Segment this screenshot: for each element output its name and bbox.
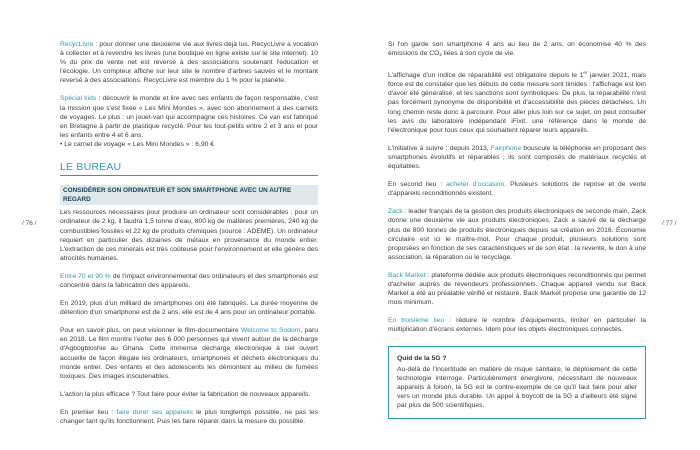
zack-paragraph [388,207,646,262]
repairability-text-a: L'affichage d'un indice de réparabilité est obligatoire depuis le 1 [388,72,584,80]
first-step-paragraph [60,408,318,426]
recyclivre-link[interactable]: RecycLivre [60,41,94,48]
special-kids-link[interactable]: Spécial kids [60,95,97,103]
fairphone-intro: L'initiative à suivre : depuis 2013, [388,144,491,152]
action-paragraph: L'action la plus efficace ? Tout faire pour éviter la fabrication de nouveaux appareils. [60,390,311,398]
subheading: CONSIDÉRER SON ORDINATEUR ET SON SMARTPHONE AVEC UN AUTRE REGARD [60,185,318,205]
fairphone-text: bouscule la téléphonie en proposant des smartphones évolutifs et réparables ; ils sont composés de matériaux recyclés et équitables. [388,144,646,171]
back-market-link[interactable]: Back Market [388,271,426,279]
first-step-link[interactable]: faire durer ses appareils [116,408,193,416]
page-number-left: / 76 / [22,220,37,227]
impact-paragraph [60,272,318,290]
zack-text: : leader français de la gestion des produits électroniques de seconde main, Zack donne une deuxième vie aux produits électroniques. Zack a sauvé de la décharge plus de 800 tonnes de produits électroniques depuis sa création en 2016. Économie circulaire est ici le maître-mot. Pour chaque produit, plusieurs solutions sont proposées en fonction de ses caractéristiques et de son état : la revente, le don à une association, la réparation ou le recyclage. [388,208,646,261]
5g-box-title: Quid de la 5G ? [397,355,447,363]
impact-text: de l'impact environnemental des ordinateurs et des smartphones est concentré dans la fabrication des appareils. [60,272,318,289]
co2-paragraph [388,40,646,59]
co2-text-b: liées à son cycle de vie. [441,50,516,58]
co2-subscript: 2 [439,52,442,58]
special-kids-text: : découvrir le monde et lire avec ses enfants de façon responsable, c'est la mission que s'est fixée « Les Mini Mondes », avec son abonnement à des carnets de voyages. Le plus : un jouet-van qui accompagne ces histoires. Ce van est fabriqué en Bretagne à partir de plastique recyclé. Pour les tout-petits entre 2 et 3 ans et pour les enfants entre 4 et 6 ans. [60,95,318,139]
smartphones-paragraph: En 2019, plus d'un milliard de smartphones ont été fabriqués. La durée moyenne de détention d'un smartphone est de 2 ans, elle est de 4 ans pour un ordinateur portable. [60,300,318,317]
5g-info-box [388,346,646,419]
documentary-intro: Pour en savoir plus, on peut visionner le film-documentaire [60,327,241,335]
page-number-right: / 77 / [662,220,677,227]
right-column [388,40,646,419]
repairability-text-b: janvier 2021, mais force est de constater que les débuts de cette mesure sont timides : l'affichage est loin d'avoir été généralisé, et les sanctions sont symboliques. De plus, la réparabilité n'est pas forcément synonyme de disponibilité et d'accessibilité des pièces détachées. Un long chemin reste donc à parcourir. Pour aller plus loin sur ce sujet, on peut consulter les avis du laboratoire indépendant iFixit, une référence dans le monde de l'électronique pour tous ceux qui souhaitent réparer leurs appareils. [388,72,646,134]
left-column [60,40,318,435]
5g-box-text: Au-delà de l'incertitude en matière de risque sanitaire, le déploiement de cette technologie interroge. Particulièrement énergivore, nécessitant de nouveaux appareils à foison, la 5G est le contre-exemple de ce qu'il faut faire pour aller vers un monde plus durable. Un appel à boycott de la 5G a d'ailleurs été signé par plus de 500 scientifiques. [397,365,637,409]
second-step-text: . Plusieurs solutions de reprise et de vente d'appareils reconditionnés existent. [388,181,646,198]
resources-paragraph: Les ressources nécessaires pour produire un ordinateur sont considérables : pour un ordinateur de 2 kg, il faudra 1,5 tonne d'eau, 800 kg de matières premières, 240 kg de combustibles fossiles et 22 kg de produits chimiques (source : ADEME). Un ordinateur requiert en particulier des dizaines de métaux en provenance du monde entier. L'extraction de ces minerais est très coûteuse pour l'environnement et elle génère des atrocités humaines. [60,209,318,262]
back-market-paragraph [388,271,646,307]
co2-text-a: Si l'on garde son smartphone 4 ans au lieu de 2 ans, on économise 40 % des émissions de CO [388,41,646,58]
third-step-text: : réduire le nombre d'équipements, limiter en particulier la multiplication d'écrans externes. Idem pour les objets électroniques connectés. [388,317,646,334]
first-step-intro: En premier lieu : [60,408,117,416]
documentary-paragraph [60,326,318,381]
second-step-paragraph [388,180,646,198]
recyclivre-text: : pour donner une deuxième vie aux livres déjà lus. RecycLivre a vocation à collecter et à revendre les livres (une boutique en ligne existe sur le site internet). 10 % du prix de vente net est reversé à des associations soutenant l'éducation et l'écologie. Un compteur affiche sur leur site le nombre d'arbres sauvés et le montant reversé à des associations. RecycLivre est membre du 1 % pour la planète. [60,41,318,85]
second-step-intro: En second lieu : [388,181,447,189]
impact-link[interactable]: Entre 70 et 90 % [60,272,111,280]
recyclivre-paragraph [60,40,318,85]
mini-mondes-price: • Le carnet de voyage « Les Mini Mondes » : 6,90 € [60,140,214,148]
repairability-paragraph [388,68,646,135]
documentary-link[interactable]: Welcome to Sodom [240,327,301,335]
special-kids-paragraph [60,94,318,139]
fairphone-paragraph [388,144,646,171]
first-step-text: le plus longtemps possible, ne pas les changer tant qu'ils fonctionnent. Puis les faire réparer dans la mesure du possible. [60,408,318,425]
back-market-text: : plateforme dédiée aux produits électroniques reconditionnés qui permet d'acheter auprès de revendeurs professionnels. Chaque appareil vendu sur Back Market a été au préalable vérifié et restauré. Back Market propose une garantie de 12 mois minimum. [388,271,646,307]
documentary-text: , paru en 2018. Le film montre l'enfer des 6 000 personnes qui vivent autour de la décharge d'Agbogbloshie au Ghana. Cette immense décharge électronique à ciel ouvert accueille de façon illégale les ordinateurs, smartphones et déchets électroniques du monde entier. Des enfants et des adolescents les démontent au milieu de fumées toxiques. Des images insoutenables. [60,327,318,380]
second-step-link[interactable]: acheter d'occasion [446,181,505,189]
third-step-link[interactable]: En troisième lieu [388,317,445,325]
zack-link[interactable]: Zack [388,208,403,216]
third-step-paragraph [388,316,646,334]
fairphone-link[interactable]: Fairphone [490,144,522,152]
repairability-superscript: er [583,70,588,76]
section-title: LE BUREAU [60,163,318,176]
